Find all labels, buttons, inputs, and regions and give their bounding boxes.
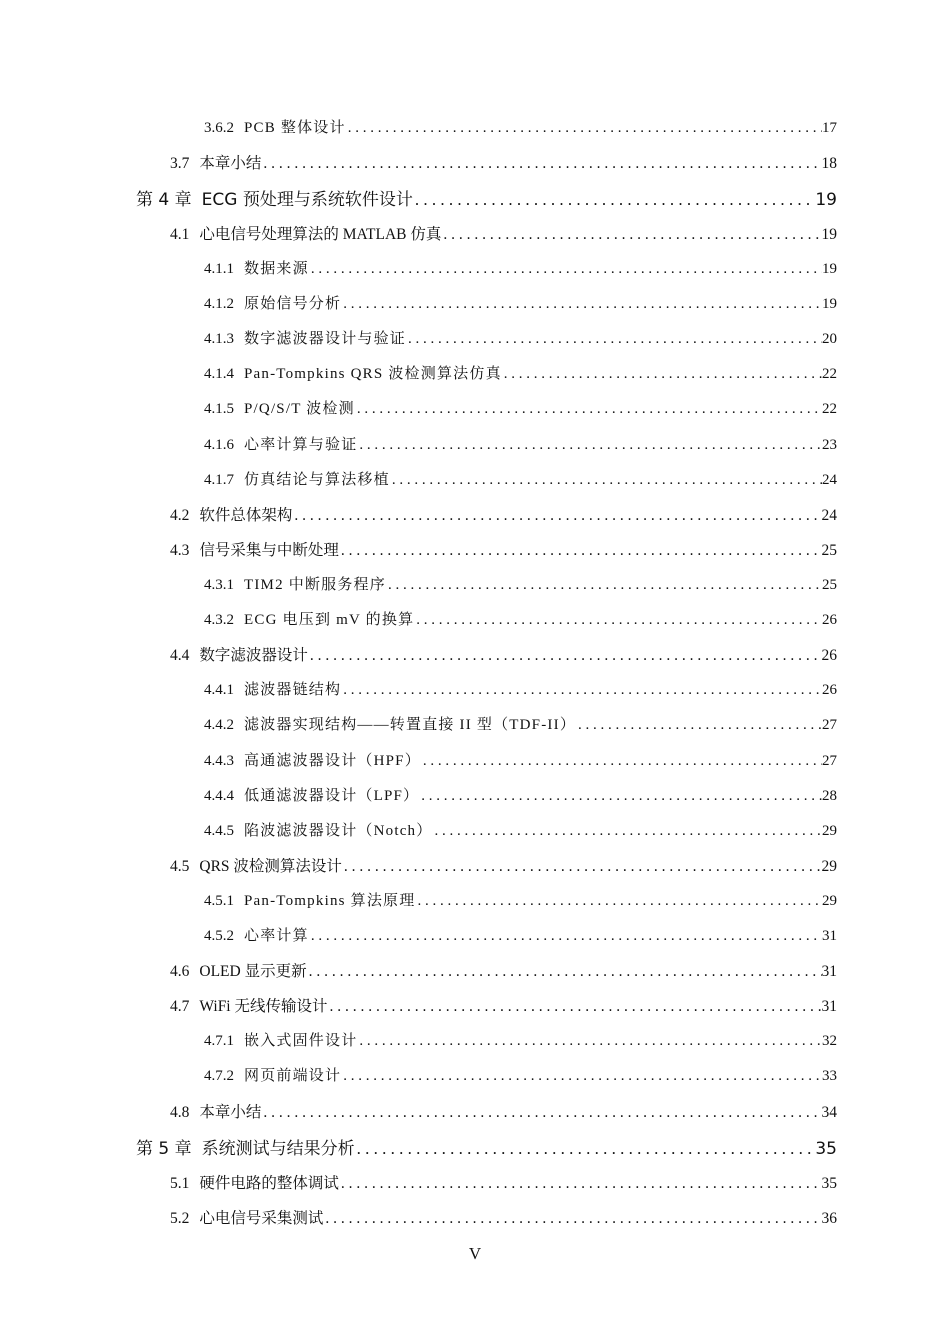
page-number: 18 <box>821 155 837 172</box>
section-title: 低通滤波器设计（LPF） <box>244 788 420 804</box>
section-number: 4.1.2 <box>204 296 234 312</box>
toc-entry-4-4-5[interactable] <box>204 819 837 840</box>
section-number: 4.6 <box>170 963 190 980</box>
page-number: 27 <box>822 753 837 769</box>
section-title: 陷波滤波器设计（Notch） <box>244 823 433 839</box>
toc-entry-5-1[interactable] <box>170 1171 837 1193</box>
toc-entry-4-4-1[interactable] <box>204 678 837 699</box>
section-title: QRS 波检测算法设计 <box>199 858 342 875</box>
section-number: 4.3 <box>170 542 190 559</box>
dot-leader <box>323 1210 821 1228</box>
dot-leader <box>386 577 822 594</box>
toc-entry-4-3-1[interactable] <box>204 573 837 594</box>
page-number: 29 <box>822 893 837 909</box>
section-title: OLED 显示更新 <box>199 963 307 980</box>
section-title: 嵌入式固件设计 <box>244 1033 358 1049</box>
section-number: 4.7.1 <box>204 1033 234 1049</box>
dot-leader <box>308 647 822 665</box>
section-title: 硬件电路的整体调试 <box>199 1175 339 1192</box>
section-number: 4.1.1 <box>204 261 234 277</box>
dot-leader <box>502 366 822 383</box>
dot-leader <box>346 120 822 137</box>
toc-entry-4-3[interactable] <box>170 538 837 560</box>
section-title: PCB 整体设计 <box>244 120 346 136</box>
toc-entry-4-1-7[interactable] <box>204 468 837 489</box>
section-title: 网页前端设计 <box>244 1068 342 1084</box>
section-title: 滤波器实现结构——转置直接 II 型（TDF-II） <box>244 717 577 733</box>
toc-entry-4-1-2[interactable] <box>204 292 837 313</box>
section-title: 心电信号处理算法的 MATLAB 仿真 <box>199 226 442 243</box>
section-number: 4.5.1 <box>204 893 234 909</box>
section-number: 4.8 <box>170 1104 190 1121</box>
page-number: 29 <box>822 823 837 839</box>
page-number: 22 <box>822 401 837 417</box>
toc-entry-4-7[interactable] <box>170 994 837 1016</box>
page-number: 22 <box>822 366 837 382</box>
dot-leader <box>390 472 822 489</box>
page-number: 29 <box>821 858 837 875</box>
toc-entry-4-8[interactable] <box>170 1100 837 1122</box>
toc-entry-4-5-2[interactable] <box>204 924 837 945</box>
toc-entry-4-4-2[interactable] <box>204 713 837 734</box>
section-title: P/Q/S/T 波检测 <box>244 401 355 417</box>
page-number: 35 <box>821 1175 837 1192</box>
page-number: 31 <box>821 998 837 1015</box>
section-number: 4.4.1 <box>204 682 234 698</box>
section-title: 滤波器链结构 <box>244 682 342 698</box>
page-number: 31 <box>821 963 837 980</box>
page-number: 26 <box>822 682 837 698</box>
section-title: Pan-Tompkins QRS 波检测算法仿真 <box>244 366 502 382</box>
dot-leader <box>355 1139 816 1159</box>
page-number: 19 <box>815 190 837 210</box>
toc-entry-4-1-1[interactable] <box>204 257 837 278</box>
section-number: 4.2 <box>170 507 190 524</box>
page-number: 26 <box>822 612 837 628</box>
dot-leader <box>413 190 816 210</box>
section-title: WiFi 无线传输设计 <box>199 998 328 1015</box>
section-title: 本章小结 <box>199 1104 262 1121</box>
page-number: 19 <box>822 261 837 277</box>
dot-leader <box>357 437 822 454</box>
section-title: 心率计算与验证 <box>244 437 358 453</box>
toc-entry-4-4-3[interactable] <box>204 749 837 770</box>
chapter-number: 第 4 章 <box>136 190 192 210</box>
dot-leader <box>341 1068 822 1085</box>
section-title: 信号采集与中断处理 <box>199 542 339 559</box>
toc-entry-4-6[interactable] <box>170 959 837 981</box>
dot-leader <box>419 788 822 805</box>
dot-leader <box>309 928 822 945</box>
page-number: 19 <box>822 296 837 312</box>
section-number: 4.7.2 <box>204 1068 234 1084</box>
dot-leader <box>328 998 822 1016</box>
toc-entry-4-4[interactable] <box>170 643 837 665</box>
page-number: 35 <box>815 1139 837 1159</box>
section-number: 3.7 <box>170 155 190 172</box>
page-number: 34 <box>821 1104 837 1121</box>
toc-entry-3-7[interactable] <box>170 151 837 173</box>
section-title: 高通滤波器设计（HPF） <box>244 753 421 769</box>
section-number: 4.5 <box>170 858 190 875</box>
section-number: 4.1.7 <box>204 472 234 488</box>
section-title: 本章小结 <box>199 155 262 172</box>
toc-entry-4-1-5[interactable] <box>204 397 837 418</box>
section-number: 4.4.4 <box>204 788 234 804</box>
dot-leader <box>342 858 822 876</box>
toc-entry-4-7-1[interactable] <box>204 1029 837 1050</box>
section-title: 软件总体架构 <box>199 507 293 524</box>
dot-leader <box>292 507 821 525</box>
section-number: 4.1 <box>170 226 190 243</box>
page-number: 31 <box>822 928 837 944</box>
page-number: 25 <box>821 542 837 559</box>
dot-leader <box>441 226 821 244</box>
chapter-title: 系统测试与结果分析 <box>201 1139 355 1159</box>
toc-entry-4-1-4[interactable] <box>204 362 837 383</box>
dot-leader <box>341 682 822 699</box>
section-number: 4.1.5 <box>204 401 234 417</box>
toc-entry-3-6-2[interactable] <box>204 116 837 137</box>
section-number: 4.3.1 <box>204 577 234 593</box>
section-number: 5.2 <box>170 1210 190 1227</box>
dot-leader <box>261 1104 821 1122</box>
page-number: 20 <box>822 331 837 347</box>
section-number: 4.1.4 <box>204 366 234 382</box>
dot-leader <box>341 296 822 313</box>
toc-entry-4-2[interactable] <box>170 503 837 525</box>
toc-entry-chapter-5[interactable] <box>136 1134 837 1159</box>
section-title: 心率计算 <box>244 928 309 944</box>
dot-leader <box>261 155 821 173</box>
page-number: 17 <box>822 120 837 136</box>
page-number: 25 <box>822 577 837 593</box>
section-number: 4.4.3 <box>204 753 234 769</box>
dot-leader <box>309 261 822 278</box>
dot-leader <box>406 331 822 348</box>
page-number: 33 <box>822 1068 837 1084</box>
page-number: 24 <box>821 507 837 524</box>
dot-leader <box>421 753 822 770</box>
section-number: 5.1 <box>170 1175 190 1192</box>
dot-leader <box>432 823 822 840</box>
toc-entry-4-5[interactable] <box>170 854 837 876</box>
page-footer-number: V <box>468 1244 482 1263</box>
section-title: 心电信号采集测试 <box>199 1210 324 1227</box>
dot-leader <box>357 1033 822 1050</box>
section-number: 3.6.2 <box>204 120 234 136</box>
section-title: 数字滤波器设计与验证 <box>244 331 407 347</box>
toc-entry-4-3-2[interactable] <box>204 608 837 629</box>
toc-entry-4-5-1[interactable] <box>204 889 837 910</box>
section-number: 4.4.5 <box>204 823 234 839</box>
toc-entry-4-7-2[interactable] <box>204 1064 837 1085</box>
page-number: 24 <box>822 472 837 488</box>
section-title: 数字滤波器设计 <box>199 647 308 664</box>
page-number: 27 <box>822 717 837 733</box>
dot-leader <box>414 612 822 629</box>
dot-leader <box>355 401 822 418</box>
section-number: 4.1.6 <box>204 437 234 453</box>
dot-leader <box>339 1175 822 1193</box>
section-number: 4.1.3 <box>204 331 234 347</box>
section-number: 4.7 <box>170 998 190 1015</box>
page-number: 36 <box>821 1210 837 1227</box>
section-title: 仿真结论与算法移植 <box>244 472 390 488</box>
section-number: 4.5.2 <box>204 928 234 944</box>
section-title: 数据来源 <box>244 261 309 277</box>
dot-leader <box>307 963 822 981</box>
toc-entry-5-2[interactable] <box>170 1206 837 1228</box>
section-number: 4.4.2 <box>204 717 234 733</box>
section-number: 4.4 <box>170 647 190 664</box>
dot-leader <box>415 893 822 910</box>
toc-entry-4-1-6[interactable] <box>204 433 837 454</box>
chapter-number: 第 5 章 <box>136 1139 192 1159</box>
chapter-title: ECG 预处理与系统软件设计 <box>201 190 413 210</box>
page-number: 32 <box>822 1033 837 1049</box>
section-title: TIM2 中断服务程序 <box>244 577 386 593</box>
page-number: 23 <box>822 437 837 453</box>
toc-entry-chapter-4[interactable] <box>136 185 837 210</box>
toc-entry-4-1-3[interactable] <box>204 327 837 348</box>
section-title: 原始信号分析 <box>244 296 342 312</box>
page-number: 19 <box>821 226 837 243</box>
section-number: 4.3.2 <box>204 612 234 628</box>
section-title: ECG 电压到 mV 的换算 <box>244 612 415 628</box>
dot-leader <box>339 542 822 560</box>
dot-leader <box>576 717 822 734</box>
toc-entry-4-1[interactable] <box>170 222 837 244</box>
page-number: 26 <box>821 647 837 664</box>
page-number: 28 <box>822 788 837 804</box>
toc-entry-4-4-4[interactable] <box>204 784 837 805</box>
section-title: Pan-Tompkins 算法原理 <box>244 893 416 909</box>
